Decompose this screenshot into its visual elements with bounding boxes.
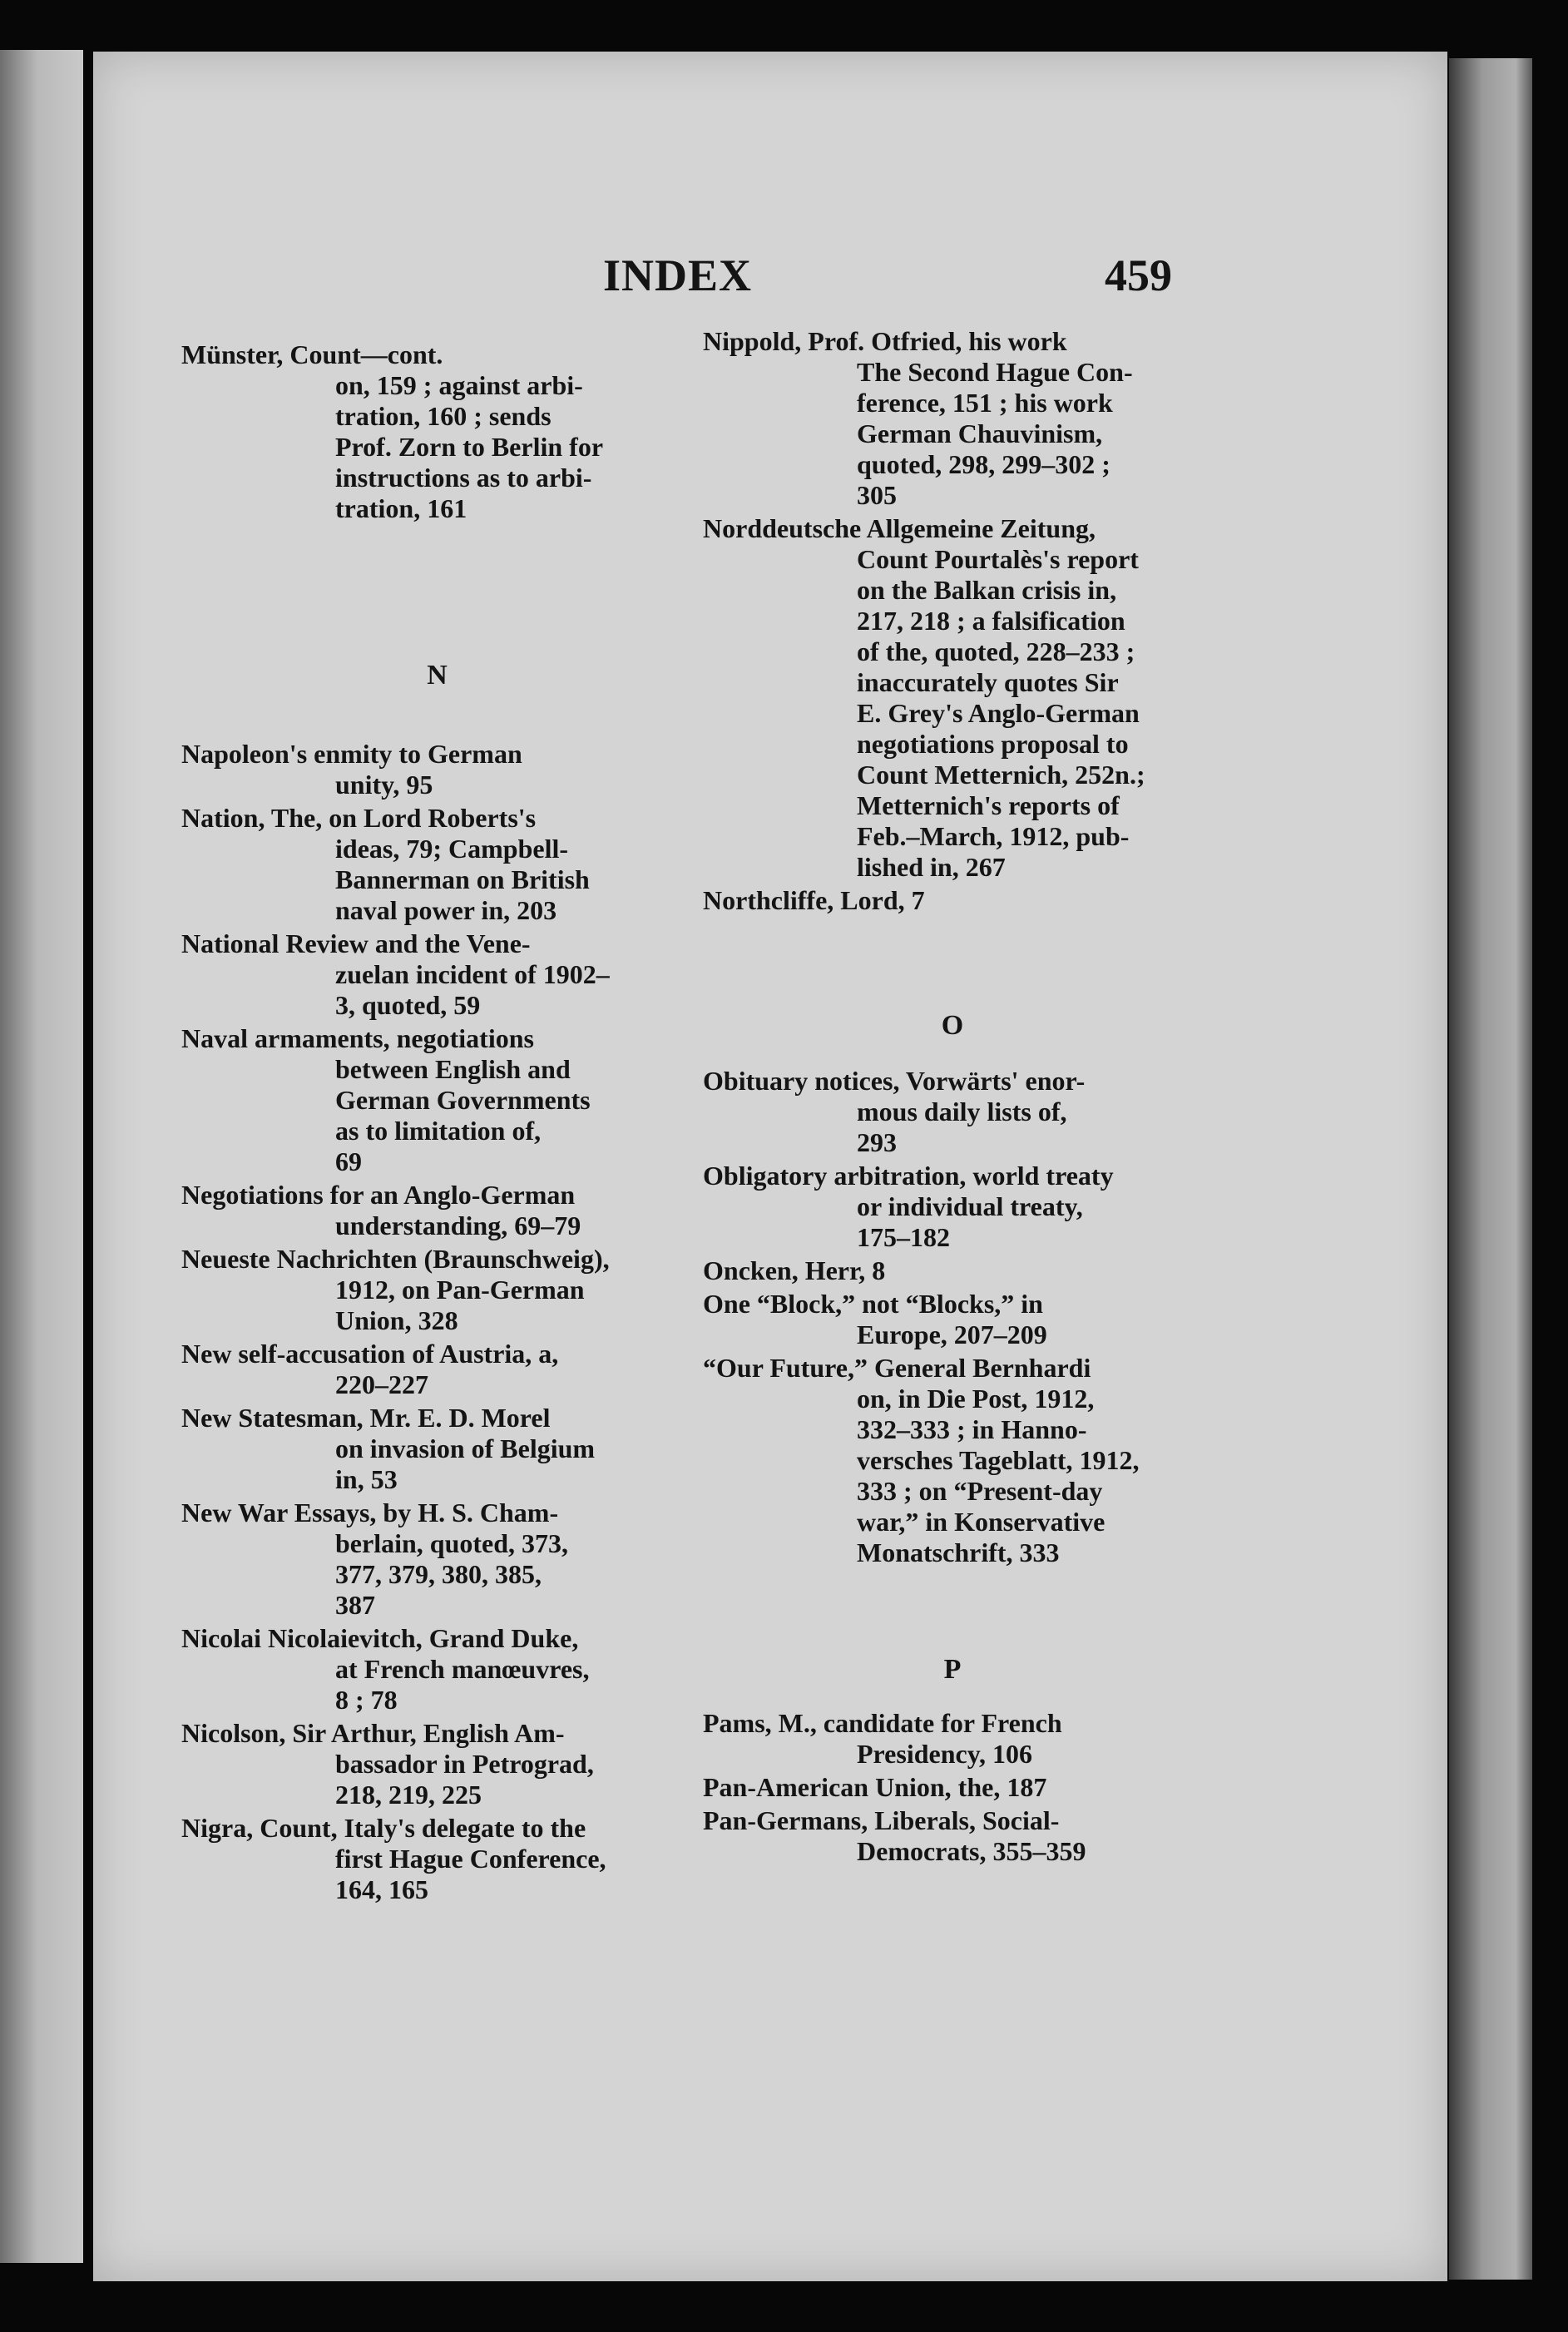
index-entries-p xyxy=(703,1708,1202,1867)
index-entry-subline: on the Balkan crisis in, xyxy=(857,575,1117,605)
index-entries-n xyxy=(181,739,693,1905)
index-entry-subline: zuelan incident of 1902– xyxy=(335,959,610,989)
index-entry-heading-line: Obituary notices, Vorwärts' enor- xyxy=(703,1066,1086,1096)
index-entry-subline: Europe, 207–209 xyxy=(857,1319,1047,1349)
index-entry-subline: ference, 151 ; his work xyxy=(857,388,1113,418)
index-entry-subline: of the, quoted, 228–233 ; xyxy=(857,636,1135,666)
index-entry-subline: 387 xyxy=(335,1590,375,1620)
index-entry xyxy=(181,1023,693,1177)
index-entry-subline: instructions as to arbi- xyxy=(335,463,592,493)
index-entry-subline: 305 xyxy=(857,480,897,510)
index-entry-subline: on invasion of Belgium xyxy=(335,1433,596,1463)
index-entry-heading-line: New Statesman, Mr. E. D. Morel xyxy=(181,1403,551,1433)
previous-page-edge xyxy=(0,50,83,2263)
index-entry xyxy=(703,1353,1202,1568)
index-entry-subline: Union, 328 xyxy=(335,1305,458,1335)
index-entry-heading-line: Napoleon's enmity to German xyxy=(181,739,522,769)
page-header-title: INDEX xyxy=(603,250,753,300)
page-edge-shadow xyxy=(1449,58,1532,2280)
index-entry xyxy=(181,1498,693,1621)
index-entry-subline: unity, 95 xyxy=(335,770,433,800)
index-entry-heading-line: Neueste Nachrichten (Braunschweig), xyxy=(181,1244,610,1274)
index-entry xyxy=(703,885,1202,916)
index-entry-subline: bassador in Petrograd, xyxy=(335,1749,594,1779)
index-entry-subline: understanding, 69–79 xyxy=(335,1211,581,1240)
index-entry-subline: 332–333 ; in Hanno- xyxy=(857,1414,1087,1444)
index-entry-subline: 293 xyxy=(857,1127,897,1157)
index-entry-subline: 164, 165 xyxy=(335,1874,428,1904)
index-entry-heading-line: Nippold, Prof. Otfried, his work xyxy=(703,326,1067,356)
index-entry xyxy=(181,803,693,926)
index-entry-subline: first Hague Conference, xyxy=(335,1844,606,1874)
index-entry-subline: Count Pourtalès's report xyxy=(857,544,1139,574)
continued-entries xyxy=(181,339,693,524)
index-entry-subline: on, 159 ; against arbi- xyxy=(335,370,583,400)
index-entry-heading-line: National Review and the Vene- xyxy=(181,928,531,958)
index-column-right xyxy=(703,326,1202,1869)
index-entry-subline: 217, 218 ; a falsification xyxy=(857,606,1125,636)
index-entry xyxy=(181,739,693,800)
index-entry-subline: German Governments xyxy=(335,1085,591,1115)
index-entry-subline: 218, 219, 225 xyxy=(335,1780,482,1810)
index-entry xyxy=(181,928,693,1021)
index-entry-subline: German Chauvinism, xyxy=(857,418,1103,448)
index-entry-heading-line: “Our Future,” General Bernhardi xyxy=(703,1353,1091,1383)
index-entry-subline: 1912, on Pan-German xyxy=(335,1275,585,1305)
index-entry-subline: lished in, 267 xyxy=(857,852,1006,882)
index-entry-heading-line: Nation, The, on Lord Roberts's xyxy=(181,803,537,833)
index-entry-subline: 175–182 xyxy=(857,1222,950,1252)
index-entry xyxy=(181,1813,693,1905)
section-letter-n: N xyxy=(427,660,448,691)
index-entry-heading-line: Pan-Germans, Liberals, Social- xyxy=(703,1805,1060,1835)
index-entry xyxy=(181,339,693,524)
index-entry-subline: 8 ; 78 xyxy=(335,1685,398,1715)
index-entry-subline: The Second Hague Con- xyxy=(857,357,1133,387)
index-entry-heading-line: Nicolai Nicolaievitch, Grand Duke, xyxy=(181,1623,579,1653)
index-entry xyxy=(181,1718,693,1810)
index-entry xyxy=(703,1805,1202,1867)
index-entry xyxy=(703,1708,1202,1770)
index-entry-subline: Metternich's reports of xyxy=(857,790,1120,820)
index-entry xyxy=(703,513,1202,883)
index-entry-subline: Monatschrift, 333 xyxy=(857,1537,1060,1567)
index-entry-subline: in, 53 xyxy=(335,1464,398,1494)
index-entry xyxy=(703,1255,1202,1286)
index-entry-subline: mous daily lists of, xyxy=(857,1097,1067,1126)
index-entry-subline: tration, 160 ; sends xyxy=(335,401,552,431)
index-entry-heading-line: New self-accusation of Austria, a, xyxy=(181,1339,559,1369)
index-entry-subline: inaccurately quotes Sir xyxy=(857,667,1119,697)
index-entry-subline: tration, 161 xyxy=(335,493,467,523)
index-entry-heading-line: Nicolson, Sir Arthur, English Am- xyxy=(181,1718,565,1748)
index-entry-subline: versches Tageblatt, 1912, xyxy=(857,1445,1140,1475)
index-entry-heading-line: Oncken, Herr, 8 xyxy=(703,1255,886,1285)
index-entry-subline: quoted, 298, 299–302 ; xyxy=(857,449,1110,479)
index-entry xyxy=(703,1161,1202,1253)
index-entry-heading-line: Nigra, Count, Italy's delegate to the xyxy=(181,1813,586,1843)
index-entry-subline: 3, quoted, 59 xyxy=(335,990,481,1020)
index-entry xyxy=(703,1772,1202,1803)
index-entry-heading-line: Münster, Count—cont. xyxy=(181,339,443,369)
index-entry xyxy=(703,1066,1202,1158)
index-entry-subline: 377, 379, 380, 385, xyxy=(335,1559,542,1589)
index-entry-subline: Bannerman on British xyxy=(335,864,590,894)
index-entry xyxy=(181,1180,693,1241)
section-letter-o: O xyxy=(941,1010,964,1041)
page-number: 459 xyxy=(1105,250,1172,300)
index-entry xyxy=(181,1623,693,1716)
index-entry-subline: negotiations proposal to xyxy=(857,729,1129,759)
index-entry xyxy=(181,1403,693,1495)
index-entry-heading-line: Norddeutsche Allgemeine Zeitung, xyxy=(703,513,1096,543)
index-column-left xyxy=(181,339,693,1908)
index-entry-heading-line: Pams, M., candidate for French xyxy=(703,1708,1062,1738)
index-entry-subline: on, in Die Post, 1912, xyxy=(857,1384,1095,1414)
index-entry xyxy=(703,1289,1202,1350)
index-entry-heading-line: Obligatory arbitration, world treaty xyxy=(703,1161,1114,1191)
index-entry-subline: Count Metternich, 252n.; xyxy=(857,760,1145,790)
index-entry-subline: naval power in, 203 xyxy=(335,895,557,925)
index-entry-subline: Democrats, 355–359 xyxy=(857,1836,1086,1866)
index-entry xyxy=(181,1339,693,1400)
index-entry-subline: between English and xyxy=(335,1054,571,1084)
index-entry-heading-line: Pan-American Union, the, 187 xyxy=(703,1772,1047,1802)
index-entry-subline: 333 ; on “Present-day xyxy=(857,1476,1103,1506)
index-entry-subline: as to limitation of, xyxy=(335,1116,542,1146)
index-entry-heading-line: Northcliffe, Lord, 7 xyxy=(703,885,925,915)
index-entries-n-continued xyxy=(703,326,1202,916)
index-entry-heading-line: Naval armaments, negotiations xyxy=(181,1023,534,1053)
index-entry xyxy=(703,326,1202,511)
index-entry-subline: ideas, 79; Campbell- xyxy=(335,834,568,864)
index-entry-subline: Presidency, 106 xyxy=(857,1739,1032,1769)
index-entry-subline: berlain, quoted, 373, xyxy=(335,1528,569,1558)
index-entry xyxy=(181,1244,693,1336)
section-letter-p: P xyxy=(943,1654,962,1685)
index-entry-subline: 220–227 xyxy=(335,1369,428,1399)
index-entry-subline: at French manœuvres, xyxy=(335,1654,590,1684)
index-entry-heading-line: Negotiations for an Anglo-German xyxy=(181,1180,576,1210)
index-entries-o xyxy=(703,1066,1202,1568)
index-entry-subline: Prof. Zorn to Berlin for xyxy=(335,432,604,462)
index-entry-subline: E. Grey's Anglo-German xyxy=(857,698,1140,728)
index-entry-heading-line: New War Essays, by H. S. Cham- xyxy=(181,1498,559,1527)
index-entry-heading-line: One “Block,” not “Blocks,” in xyxy=(703,1289,1043,1319)
index-entry-subline: Feb.–March, 1912, pub- xyxy=(857,821,1130,851)
index-entry-subline: war,” in Konservative xyxy=(857,1507,1106,1537)
index-entry-subline: 69 xyxy=(335,1146,362,1176)
index-entry-subline: or individual treaty, xyxy=(857,1191,1083,1221)
